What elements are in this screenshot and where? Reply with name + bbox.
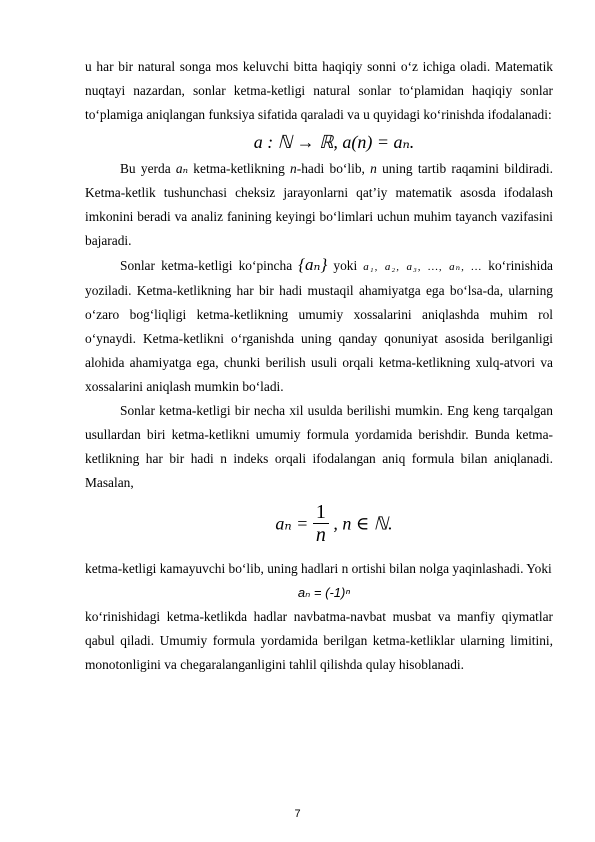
- term-n: n: [370, 161, 377, 176]
- formula-harmonic-sequence: [85, 495, 553, 557]
- document-page: [85, 55, 553, 677]
- text-run: ko‘rinishida yoziladi. Ketma-ketlikning har bir hadi mustaqil ahamiyatga ega bo‘lsa-da, ularning o‘zaro bog‘liqligi ketma-ketlikning umumiy xossalarini aniqlashda muhim rol o‘ynaydi. Ketma-ketlikni o‘rganishda uning qanday qonuniyat asosida berilganligi alohida ahamiyatga ega, chunki berilish usuli orqali ketma-ketlikning xulq-atvori va xossalarini aniqlash mumkin bo‘ladi.: [85, 258, 553, 394]
- text-run: -hadi bo‘lib,: [296, 161, 371, 176]
- paragraph-6: ko‘rinishidagi ketma-ketlikda hadlar navbatma-navbat musbat va manfiy qiymatlar qabul qiladi. Umumiy formula yordamida berilgan ketma-ketliklar ularning limitini, monotonligini va chegaralanganligini tahlil qilishda qulay hisoblanadi.: [85, 609, 553, 672]
- text-run: uning tartib raqamini bildiradi. Ketma-ketlik tushunchasi cheksiz jarayonlarni qat’iy matematik asosda ifodalash imkonini beradi va analiz fanining keyingi bo‘limlari uchun muhim tayanch vazifasini bajaradi.: [85, 161, 553, 248]
- paragraph-5: ketma-ketligi kamayuvchi bo‘lib, uning hadlari n ortishi bilan nolga yaqinlashadi. Yoki: [85, 561, 552, 576]
- fraction: [313, 501, 329, 546]
- text-run: Bu yerda: [120, 161, 176, 176]
- formula-rhs: , n ∈ ℕ.: [333, 513, 393, 534]
- formula-lhs: a : ℕ → ℝ,: [253, 132, 338, 152]
- paragraph-3: [85, 253, 553, 399]
- paragraph-2: [85, 157, 553, 253]
- text-run: Sonlar ketma-ketligi ko‘pincha: [120, 258, 299, 273]
- fraction-numerator: 1: [313, 501, 329, 524]
- paragraph-1: u har bir natural songa mos keluvchi bitta haqiqiy sonni o‘z ichiga oladi. Matematik nuqtayi nazardan, sonlar ketma-ketligi natural sonlar to‘plamidan haqiqiy sonlar to‘plamiga aniqlangan funksiya sifatida qaraladi va u quyidagi ko‘rinishda ifodalanadi:: [85, 59, 553, 122]
- sequence-set-notation: {aₙ}: [298, 255, 328, 274]
- page-number: 7: [294, 808, 301, 820]
- sequence-terms-notation: a₁, a₂, a₃, …, aₙ, …: [363, 261, 483, 273]
- paragraph-4: Sonlar ketma-ketligi bir necha xil usulda berilishi mumkin. Eng keng tarqalgan usullardan biri ketma-ketlikni umumiy formula yordamida berishdir. Bunda ketma-ketlikning har bir hadi n indeks orqali ifodalangan aniq formula bilan aniqlanadi. Masalan,: [85, 403, 553, 490]
- text-run: yoki: [327, 258, 364, 273]
- formula-function-definition: [85, 127, 553, 157]
- term-n: n: [290, 161, 297, 176]
- formula-rhs: a(n) = aₙ.: [342, 132, 415, 152]
- fraction-denominator: n: [315, 524, 326, 546]
- formula-lhs: aₙ =: [275, 513, 309, 534]
- text-run: ketma-ketlikning: [188, 161, 291, 176]
- term-a-n: aₙ: [175, 161, 189, 176]
- formula-alternating-sequence: aₙ = (-1)ⁿ: [297, 585, 351, 600]
